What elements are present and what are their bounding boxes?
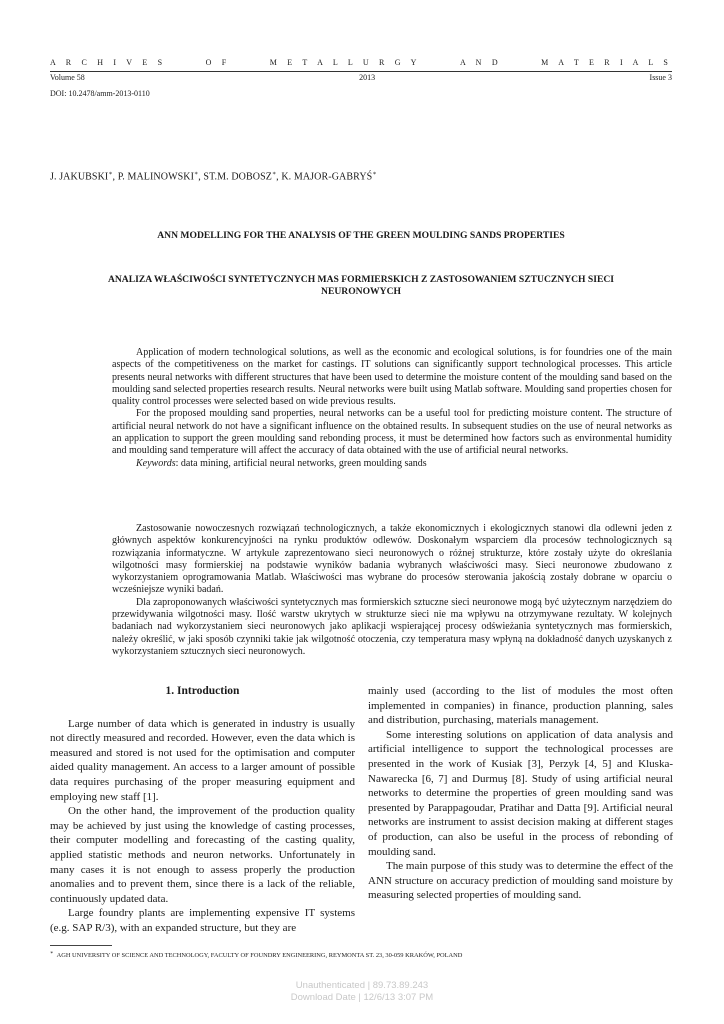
- affiliation-footnote: [50, 950, 672, 959]
- issue: Issue 3: [649, 73, 672, 82]
- body-paragraph: Large foundry plants are implementing expensive IT systems (e.g. SAP R/3), with an expanded structure, but they are: [50, 907, 355, 934]
- abstract-paragraph: Dla zaproponowanych właściwości syntetycznych mas formierskich sztuczne sieci neuronowe mogą być użytecznym narzędziem do przewidywania wilgotności masy. Ilość warstw ukrytych w strukturze sieci nie ma wpływu na otrzymywane rezultaty. W kolejnych badaniach nad wykorzystaniem sieci neuronowych jako aplikacji wspierającej procesy odświeżania syntetycznych mas formierskich, należy określić, w jaki sposób czynniki takie jak wilgotność otoczenia, czy temperatura masy wpłyną na dokładność danych uzyskanych z wykorzystaniem sztucznych sieci neuronowych.: [112, 596, 672, 657]
- footnote-text: AGH UNIVERSITY OF SCIENCE AND TECHNOLOGY, FACULTY OF FOUNDRY ENGINEERING, REYMONTA ST. 23, 30-059 KRAKÓW, POLAND: [56, 952, 463, 960]
- keywords: [112, 458, 672, 470]
- abstract-paragraph: Application of modern technological solutions, as well as the economic and ecological solutions, is for foundries one of the main aspects of the competitiveness on the market for castings. IT solutions can significantly support technological processes. This article presents neural networks with different structures that have been used to determine the moisture content of the moulding sand based on the moulding sand selected properties research results. Neural networks were built using Matlab software. Moulding sand properties chosen for quality control processes were selected based on wide previous results.: [112, 347, 672, 408]
- body-paragraph: Large number of data which is generated in industry is usually not directly measured and recorded. However, even the data which is measured and stored is not used for the optimisation and computer aided quality management. An access to a larger amount of possible data requires purchasing of the proper measuring equipment and employing new staff [1].: [50, 717, 355, 803]
- journal-word: A R C H I V E S: [50, 58, 167, 67]
- footnote-rule: [50, 945, 112, 946]
- author: , P. MALINOWSKI: [112, 171, 195, 183]
- body-paragraph: mainly used (according to the list of modules the most often implemented in companies) in finance, production planning, sales and distribution, purchasing, materials management.: [368, 685, 673, 727]
- affiliation-mark: ∗: [372, 171, 377, 177]
- left-column: [50, 684, 355, 936]
- affiliation-mark: ∗: [271, 171, 277, 177]
- watermark-auth: Unauthenticated | 89.73.89.243: [295, 980, 429, 991]
- title-polish: ANALIZA WŁAŚCIWOŚCI SYNTETYCZNYCH MAS FORMIERSKICH Z ZASTOSOWANIEM SZTUCZNYCH SIECI NEURONOWYCH: [107, 274, 615, 297]
- author: , K. MAJOR-GABRYŚ: [276, 171, 373, 183]
- issue-info: [50, 73, 672, 82]
- affiliation-mark: ∗: [194, 171, 199, 177]
- body-paragraph: The main purpose of this study was to determine the effect of the ANN structure on accuracy prediction of moulding sand moisture by measuring selected properties of moulding sand.: [368, 860, 673, 902]
- year: 2013: [359, 73, 376, 82]
- journal-word: M A T E R I A L S: [541, 58, 672, 67]
- footnote-mark: ∗: [50, 951, 54, 956]
- journal-word: O F: [205, 58, 231, 67]
- journal-word: M E T A L L U R G Y: [269, 58, 421, 67]
- doi: DOI: 10.2478/amm-2013-0110: [50, 89, 150, 98]
- keywords-list: : data mining, artificial neural networks, green moulding sands: [175, 457, 427, 469]
- abstract-polish: [112, 523, 672, 658]
- body-paragraph: On the other hand, the improvement of the production quality may be achieved by just using the knowledge of casting processes, their computer modelling and forecasting of the casting quality, applied statistic methods and neuron networks. Unfortunately in many cases it is not enough to assess properly the production anomalies and to prevent them, since there is a lack of the reliable, continuously updated data.: [50, 805, 355, 905]
- abstract-english: [112, 347, 672, 470]
- keywords-label: Keywords: [136, 457, 176, 469]
- author: , ST.M. DOBOSZ: [198, 171, 272, 183]
- body-paragraph: Some interesting solutions on application of data analysis and artificial intelligence to support the technological processes are presented in the work of Kusiak [3], Perzyk [4, 5] and Kluska-Nawarecka [6, 7] and Durmuş [8]. Study of using artificial neural networks to determine the properties of green moulding sand was presented by Parappagoudar, Pratihar and Datta [9]. Artificial neural networks are instrument to assist decision making at different stages of production, can also be useful in the process of rebonding of moulding sand.: [368, 728, 673, 858]
- title-english: ANN MODELLING FOR THE ANALYSIS OF THE GREEN MOULDING SANDS PROPERTIES: [157, 230, 565, 241]
- right-column: [368, 684, 673, 903]
- journal-name: [50, 58, 672, 67]
- authors: [50, 170, 377, 182]
- journal-word: A N D: [459, 58, 502, 67]
- author: J. JAKUBSKI: [50, 171, 109, 183]
- affiliation-mark: ∗: [108, 171, 113, 177]
- watermark-date: Download Date | 12/6/13 3:07 PM: [290, 992, 434, 1003]
- header-rule: [50, 71, 672, 72]
- section-heading: 1. Introduction: [165, 685, 240, 697]
- abstract-paragraph: Zastosowanie nowoczesnych rozwiązań technologicznych, a także ekonomicznych i ekologicznych stanowi dla odlewni jeden z głównych aspektów konkurencyjności na rynku produktów odlewów. Doskonałym wsparciem dla procesów technologicznych są rozwiązania informatyczne. W artykule zaprezentowano sieci neuronowych o różnej strukturze, które zostały użyte do określania wilgotności masy formierskiej na podstawie wyników badania wybranych właściwości masy. Sieci neuronowe zbudowano z wykorzystaniem oprogramowania Matlab. Właściwości mas wybrane do procesów sterowania jakością zostały dobrane w oparciu o wcześniejsze wyniki badań.: [112, 523, 672, 596]
- volume: Volume 58: [50, 73, 85, 82]
- abstract-paragraph: For the proposed moulding sand properties, neural networks can be a useful tool for predicting moisture content. The structure of artificial neural network do not have a significant influence on the obtained results. In subsequent studies on the use of neural networks as an application to support the green moulding sand rebonding process, it must be determined how factors such as environmental humidity and moulding sand temperature will affect the accuracy of data obtained with the use of artificial neural networks.: [112, 408, 672, 457]
